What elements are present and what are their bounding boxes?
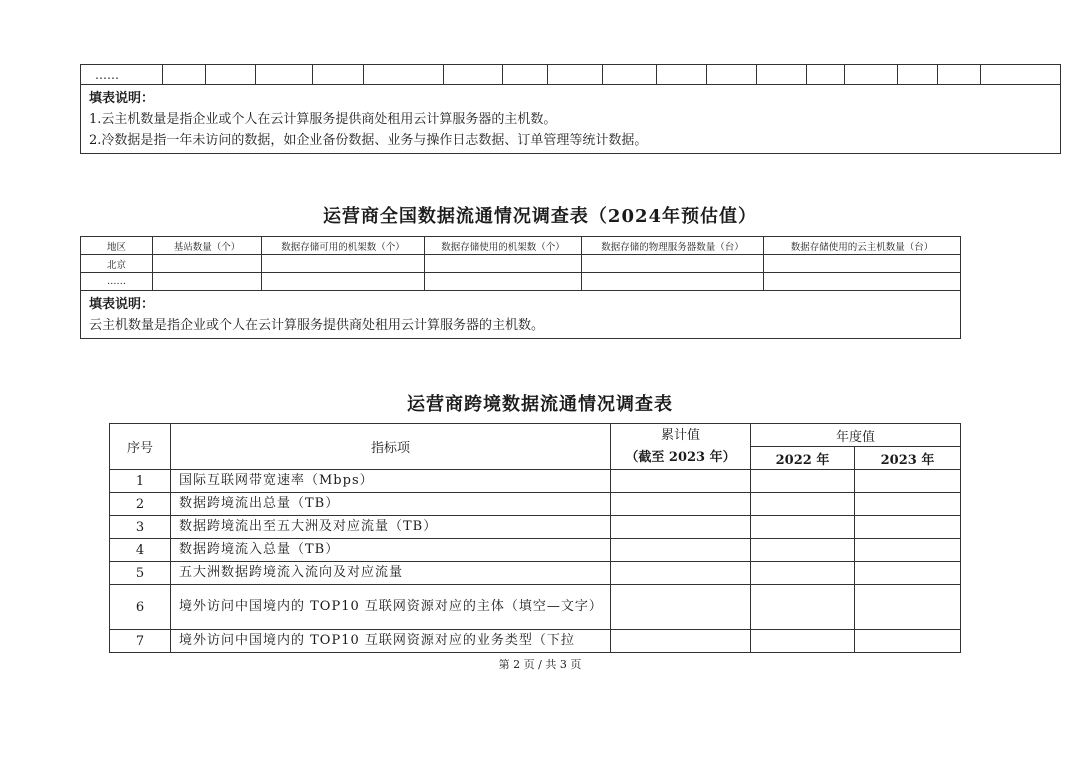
- table-row: [81, 273, 961, 291]
- indicator-item: 数据跨境流入总量（TB）: [171, 539, 611, 562]
- region-cell: 北京: [81, 255, 153, 273]
- cross-border-data-survey-table: [109, 423, 961, 653]
- fill-instructions: [81, 291, 961, 339]
- row-number: 1: [110, 470, 171, 493]
- row-number: 4: [110, 539, 171, 562]
- column-header: 数据存储使用的云主机数量（台）: [764, 237, 961, 255]
- row-number: 6: [110, 585, 171, 630]
- column-header-annual: 年度值: [751, 424, 961, 447]
- ellipsis-cell: ……: [81, 65, 163, 85]
- table-row: [110, 585, 961, 630]
- table-row: [110, 630, 961, 653]
- column-header-cumulative: [611, 424, 751, 470]
- section-title: 运营商全国数据流通情况调查表（2024年预估值）: [322, 206, 758, 227]
- column-header-item: 指标项: [171, 424, 611, 470]
- row-number: 3: [110, 516, 171, 539]
- table-row: [110, 562, 961, 585]
- cumulative-label: 累计值: [660, 427, 700, 443]
- note-line: 云主机数量是指企业或个人在云计算服务提供商处租用云计算服务器的主机数。: [89, 318, 545, 333]
- indicator-item: 境外访问中国境内的 TOP10 互联网资源对应的业务类型（下拉: [171, 630, 611, 653]
- indicator-item: 五大洲数据跨境流入流向及对应流量: [171, 562, 611, 585]
- indicator-item: 国际互联网带宽速率（Mbps）: [171, 470, 611, 493]
- indicator-item: 数据跨境流出总量（TB）: [171, 493, 611, 516]
- cumulative-period: （截至 2023 年）: [625, 449, 736, 465]
- row-number: 2: [110, 493, 171, 516]
- notes-row: [81, 85, 1061, 154]
- table-row: [110, 470, 961, 493]
- table-header-row: [81, 237, 961, 255]
- note-line: 1.云主机数量是指企业或个人在云计算服务提供商处租用云计算服务器的主机数。: [89, 112, 557, 127]
- page-footer: 第 2 页 / 共 3 页: [498, 658, 582, 671]
- notes-title: 填表说明：: [89, 91, 155, 106]
- national-data-survey-table: [80, 236, 961, 339]
- column-header: 数据存储的物理服务器数量（台）: [582, 237, 764, 255]
- notes-row: [81, 291, 961, 339]
- row-number: 5: [110, 562, 171, 585]
- table-row: [81, 255, 961, 273]
- fill-instructions: [81, 85, 1061, 154]
- column-header-2023: 2023 年: [855, 447, 961, 470]
- column-header: 基站数量（个）: [153, 237, 262, 255]
- region-cell: ……: [81, 273, 153, 291]
- indicator-item: 数据跨境流出至五大洲及对应流量（TB）: [171, 516, 611, 539]
- table-row: [110, 516, 961, 539]
- notes-title: 填表说明：: [89, 297, 155, 312]
- section-title: 运营商跨境数据流通情况调查表: [407, 394, 673, 415]
- table-row: [110, 493, 961, 516]
- table-header-row: [110, 424, 961, 447]
- table-row: [110, 539, 961, 562]
- note-line: 2.冷数据是指一年未访问的数据，如企业备份数据、业务与操作日志数据、订单管理等统计数据。: [89, 133, 648, 148]
- column-header-2022: 2022 年: [751, 447, 855, 470]
- previous-table-continuation: [80, 64, 1061, 154]
- column-header: 数据存储使用的机架数（个）: [425, 237, 582, 255]
- column-header: 地区: [81, 237, 153, 255]
- indicator-item: 境外访问中国境内的 TOP10 互联网资源对应的主体（填空—文字）: [171, 585, 611, 630]
- column-header-seq: 序号: [110, 424, 171, 470]
- column-header: 数据存储可用的机架数（个）: [262, 237, 425, 255]
- table-row: [81, 65, 1061, 85]
- row-number: 7: [110, 630, 171, 653]
